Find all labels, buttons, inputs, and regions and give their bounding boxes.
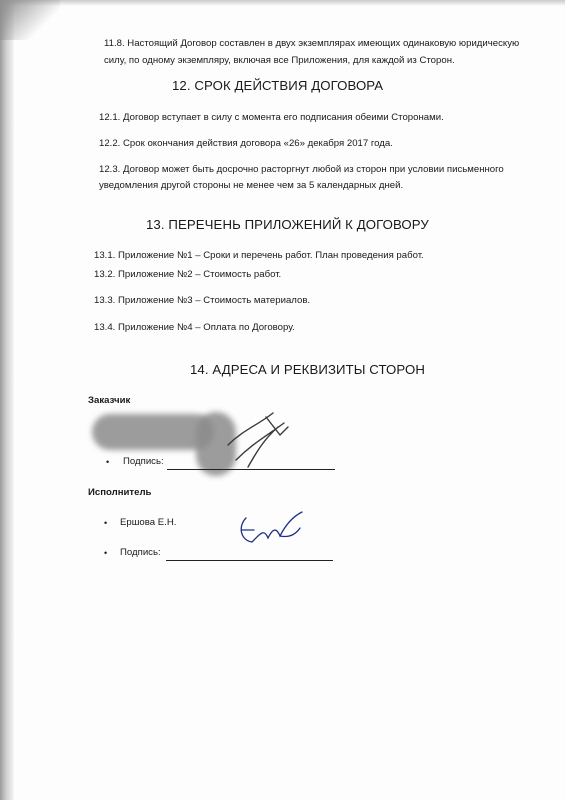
bullet-customer-signature: •: [106, 457, 110, 467]
section-13-heading: 13. ПЕРЕЧЕНЬ ПРИЛОЖЕНИЙ К ДОГОВОРУ: [146, 217, 429, 232]
scan-shadow-left: [0, 0, 14, 800]
customer-signature: [218, 405, 298, 475]
appendix-item-3: 13.3. Приложение №3 – Стоимость материалов.: [94, 295, 311, 306]
customer-signature-label: Подпись:: [123, 456, 164, 467]
customer-label: Заказчик: [88, 395, 131, 406]
clause-12-2: 12.2. Срок окончания действия договора «26» декабря 2017 года.: [99, 138, 393, 149]
section-12-heading: 12. СРОК ДЕЙСТВИЯ ДОГОВОРА: [172, 78, 384, 93]
bullet-contractor-name: •: [104, 518, 108, 528]
contractor-name: Ершова Е.Н.: [120, 517, 177, 528]
clause-11-8-line-2: силу, по одному экземпляру, включая все Приложения, для каждой из Сторон.: [104, 55, 455, 66]
scan-shadow-top: [0, 0, 565, 6]
contractor-signature-line: [166, 560, 333, 561]
appendix-item-4: 13.4. Приложение №4 – Оплата по Договору.: [94, 322, 295, 333]
clause-12-3-line-2: уведомления другой стороны не менее чем за 5 календарных дней.: [99, 180, 404, 191]
customer-signature-line: [167, 469, 335, 470]
contractor-label: Исполнитель: [88, 487, 152, 498]
contractor-signature-label: Подпись:: [120, 547, 161, 558]
bullet-contractor-signature: •: [104, 548, 108, 558]
clause-11-8-line-1: 11.8. Настоящий Договор составлен в двух экземплярах имеющих одинаковую юридическую: [104, 38, 520, 49]
contractor-signature: [232, 508, 312, 558]
section-14-heading: 14. АДРЕСА И РЕКВИЗИТЫ СТОРОН: [190, 362, 425, 377]
clause-12-3-line-1: 12.3. Договор может быть досрочно расторгнут любой из сторон при условии письменного: [99, 164, 504, 175]
clause-12-1: 12.1. Договор вступает в силу с момента его подписания обеими Сторонами.: [99, 112, 444, 123]
scan-shadow-corner: [0, 0, 60, 40]
appendix-item-1: 13.1. Приложение №1 – Сроки и перечень работ. План проведения работ.: [94, 250, 424, 261]
appendix-item-2: 13.2. Приложение №2 – Стоимость работ.: [94, 269, 282, 280]
